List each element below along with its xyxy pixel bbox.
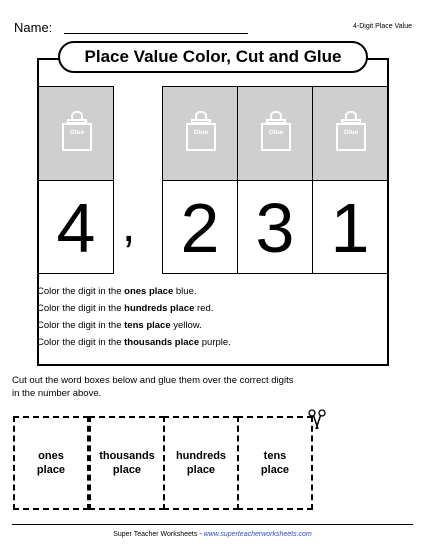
footer: Super Teacher Worksheets - www.superteacherworksheets.com [113,531,312,538]
glue-bottle-icon [62,111,92,153]
worksheet-subject: 4-Digit Place Value [352,23,412,30]
digit-card-ones [312,86,388,274]
glue-label: Glue [193,129,209,136]
digit-card-thousands [38,86,114,274]
color-instructions [37,283,377,351]
scissors-icon [306,408,328,430]
cut-instruction-line: in the number above. [12,388,102,399]
glue-label: Glue [69,129,85,136]
instruction-line: Color the digit in the thousands place purple. [37,337,231,348]
name-line[interactable] [64,33,248,34]
digit-card-tens [237,86,313,274]
cut-instructions [12,374,372,400]
glue-label: Glue [268,129,284,136]
instruction-line: Color the digit in the hundreds place red. [37,303,214,314]
name-row [14,20,412,36]
digit[interactable]: 2 [180,189,220,267]
digit[interactable]: 1 [330,189,370,267]
footer-url[interactable]: www.superteacherworksheets.com [203,531,312,538]
glue-area [39,87,113,181]
name-label: Name: [14,20,53,35]
cut-instruction-line: Cut out the word boxes below and glue them over the correct digits [12,375,294,386]
worksheet-title: Place Value Color, Cut and Glue [58,41,368,73]
footer-brand: Super Teacher Worksheets [113,531,198,538]
glue-label: Glue [343,129,359,136]
digit-card-hundreds [162,86,238,274]
digit[interactable]: 4 [56,189,96,267]
glue-area [163,87,237,181]
footer-divider [12,524,413,525]
instruction-line: Color the digit in the ones place blue. [37,286,197,297]
digit[interactable]: 3 [255,189,295,267]
number-comma: , [122,199,136,252]
glue-bottle-icon [186,111,216,153]
word-box-thousands[interactable]: thousands place [89,416,165,510]
word-box-hundreds[interactable]: hundreds place [163,416,239,510]
glue-bottle-icon [336,111,366,153]
glue-area [238,87,312,181]
word-box-ones[interactable]: ones place [13,416,89,510]
word-box-tens[interactable]: tens place [237,416,313,510]
glue-area [313,87,387,181]
instruction-line: Color the digit in the tens place yellow. [37,320,202,331]
glue-bottle-icon [261,111,291,153]
